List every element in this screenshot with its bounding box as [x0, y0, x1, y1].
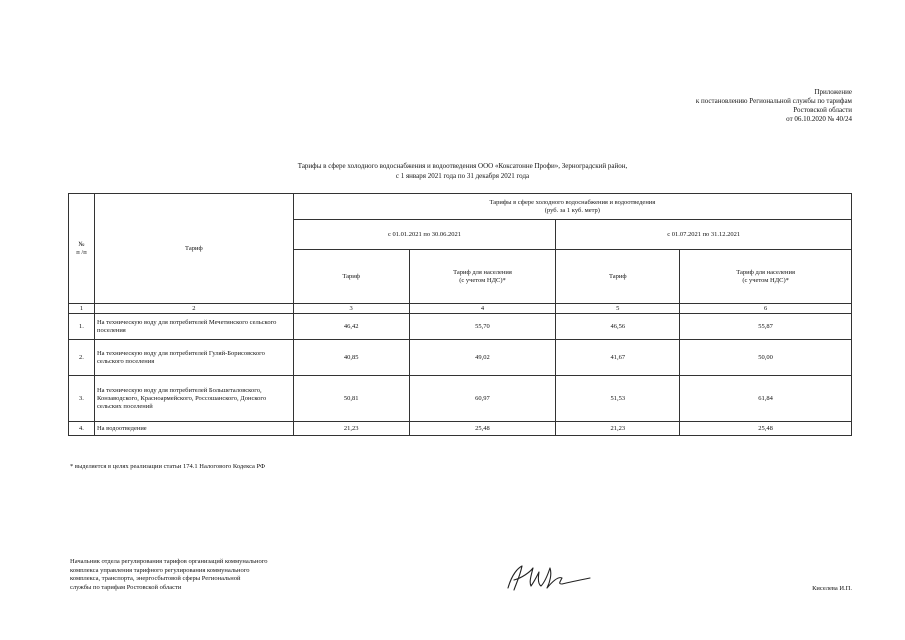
cell-tariff-population-p2: 25,48 [680, 422, 852, 436]
header-period-2: с 01.07.2021 по 31.12.2021 [556, 220, 852, 250]
table-row [69, 340, 852, 376]
cell-tariff-population-p1: 60,97 [409, 376, 556, 422]
header-tariff-population-p1: Тариф для населения (с учетом НДС)* [409, 250, 556, 304]
cell-tariff-p1: 40,85 [293, 340, 409, 376]
row-tariff-name: На техническую воду для потребителей Гуляй-Борисовского сельского поселения [94, 340, 293, 376]
appendix-line: от 06.10.2020 № 40/24 [786, 115, 852, 123]
appendix-line: Приложение [814, 88, 852, 96]
column-number-row [69, 304, 852, 314]
header-group: Тарифы в сфере холодного водоснабжения и водоотведения (руб. за 1 куб. метр) [293, 194, 851, 220]
header-tariff: Тариф [94, 194, 293, 304]
cell-tariff-p1: 46,42 [293, 314, 409, 340]
signatory-position-line: службы по тарифам Ростовской области [70, 583, 182, 591]
row-number: 4. [69, 422, 95, 436]
table-row [69, 314, 852, 340]
document-title-line-2: с 1 января 2021 года по 31 декабря 2021 года [395, 172, 530, 180]
appendix-block [696, 88, 852, 124]
cell-tariff-population-p1: 25,48 [409, 422, 556, 436]
header-tariff-p2: Тариф [556, 250, 680, 304]
cell-tariff-p2: 21,23 [556, 422, 680, 436]
row-tariff-name: На водоотведение [94, 422, 293, 436]
tariff-table [68, 193, 852, 436]
header-tariff-population-p2: Тариф для населения (с учетом НДС)* [680, 250, 852, 304]
row-number: 2. [69, 340, 95, 376]
cell-tariff-p1: 21,23 [293, 422, 409, 436]
handwritten-signature [500, 560, 595, 600]
row-tariff-name: На техническую воду для потребителей Большеталовского, Конзаводского, Красноармейского, Россошанского, Донского сельских поселений [94, 376, 293, 422]
row-number: 1. [69, 314, 95, 340]
cell-tariff-population-p2: 61,84 [680, 376, 852, 422]
cell-tariff-p2: 46,56 [556, 314, 680, 340]
signatory-position-line: Начальник отдела регулирования тарифов организаций коммунального [70, 558, 268, 565]
header-tariff-p1: Тариф [293, 250, 409, 304]
appendix-line: к постановлению Региональной службы по тарифам [695, 97, 852, 105]
signatory-position [70, 558, 310, 592]
cell-tariff-population-p2: 55,87 [680, 314, 852, 340]
signatory-position-line: комплекса, транспорта, энергосбытовой сферы Региональной [70, 575, 241, 582]
column-number: 1 [69, 304, 95, 314]
column-number: 2 [94, 304, 293, 314]
column-number: 6 [680, 304, 852, 314]
header-period-1: с 01.01.2021 по 30.06.2021 [293, 220, 556, 250]
column-number: 5 [556, 304, 680, 314]
cell-tariff-population-p2: 50,00 [680, 340, 852, 376]
table-row [69, 376, 852, 422]
column-number: 3 [293, 304, 409, 314]
footnote: * выделяется в целях реализации статьи 174.1 Налогового Кодекса РФ [70, 463, 266, 470]
document-title-line-1: Тарифы в сфере холодного водоснабжения и водоотведения ООО «Коксатонне Профи», Зерноградский район, [297, 162, 628, 170]
cell-tariff-p2: 41,67 [556, 340, 680, 376]
cell-tariff-p2: 51,53 [556, 376, 680, 422]
cell-tariff-p1: 50,81 [293, 376, 409, 422]
signatory-position-line: комплекса управления тарифного регулирования коммунального [70, 566, 250, 574]
cell-tariff-population-p1: 49,02 [409, 340, 556, 376]
cell-tariff-population-p1: 55,70 [409, 314, 556, 340]
header-number: № п /п [69, 194, 95, 304]
appendix-line: Ростовской области [793, 106, 852, 114]
signatory-name: Киселева И.П. [812, 585, 852, 592]
column-number: 4 [409, 304, 556, 314]
table-row [69, 422, 852, 436]
document-title [70, 161, 855, 181]
row-tariff-name: На техническую воду для потребителей Мечетинского сельского поселения [94, 314, 293, 340]
row-number: 3. [69, 376, 95, 422]
